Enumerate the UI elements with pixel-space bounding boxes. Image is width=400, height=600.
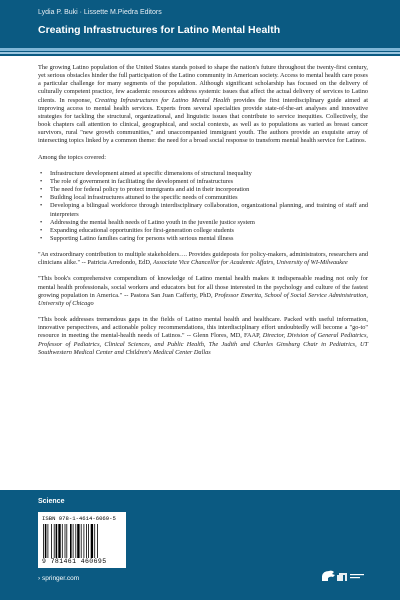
topic-item: • Infrastructure development aimed at specific dimensions of structural inequality — [50, 170, 368, 178]
springer-horse-logo-icon — [316, 568, 368, 584]
review-quote — [38, 275, 368, 308]
topic-item: • Supporting Latino families caring for persons with serious mental illness — [50, 235, 368, 243]
quote-text: "This book's comprehensive compendium of knowledge of Latino mental health makes it indispensable reading not only for mental health professionals, social workers and educators but for all those interested in the psychology and culture of the fastest growing population in America." — [38, 275, 368, 299]
description-text — [38, 64, 368, 365]
topic-item: • The role of government in facilitating the development of infrastructures — [50, 178, 368, 186]
topic-item: • The need for federal policy to protect immigrants and aid in their incorporation — [50, 186, 368, 194]
topics-list — [38, 170, 368, 243]
springer-website-link[interactable]: › springer.com — [38, 575, 80, 582]
cover-footer — [0, 490, 400, 600]
quote-affiliation: Associate Vice Chancellor for Academic Affairs, University of WI-Milwaukee — [153, 259, 348, 267]
review-quote — [38, 251, 368, 267]
category-label: Science — [38, 498, 65, 505]
quote-author: -- Glenn Flores, MD, FAAP, — [184, 332, 263, 340]
review-quote — [38, 316, 368, 357]
topics-intro: Among the topics covered: — [38, 153, 107, 161]
book-title: Creating Infrastructures for Latino Mental Health — [38, 24, 281, 36]
intro-text-end: provides the first interdisciplinary guide aimed at improving access to mental health services. Experts from several specialties provide state-of-the-art analyses and innovative strategies for tackling the structural, organizational, and linguistic issues that contribute to service inequities. Collectively, the book chapters call attention to clinical, geographical, and social contexts, as well as to populations as varied as breast cancer survivors, rural "new growth communities," and unaccompanied immigrant youth. The authors provide an exquisite array of intersecting topics linked by a common theme: the need for a broad social response to transform mental health service for Latinos. — [38, 96, 368, 145]
description-panel — [0, 56, 400, 490]
quote-author: -- Patricia Arredondo, EdD, — [80, 259, 154, 267]
editors-line: Lydia P. Buki · Lissette M.Piedra Editors — [38, 9, 162, 16]
cover-header — [0, 0, 400, 58]
quote-text: "This book addresses tremendous gaps in the fields of Latino mental health and healthcare. Packed with useful information, innovative perspectives, and actionable policy recommendations, this interdisciplinary effort undoubtedly will become a "go-to" resource in meeting the mental-health needs of Latinos." — [38, 316, 368, 340]
barcode-digits: 9 781461 460695 — [42, 558, 107, 565]
topic-item: • Addressing the mental health needs of Latino youth in the juvenile justice system — [50, 219, 368, 227]
intro-text-start: The growing Latino population of the United States stands poised to shape the nation's future throughout the twenty-first century, yet serious obstacles hinder the full participation of the Latino community in American society. Access to mental health care poses a particular challenge for many segments of the population. Although significant scholarship has focused on the delivery of culturally competent practice, few academic resources address systemic issues that affect the actual delivery of services to Latino clients. In response, — [38, 64, 368, 104]
quote-affiliation: Professor Emerita, School of Social Service Administration, University of Chicago — [38, 291, 368, 307]
barcode-icon — [42, 524, 122, 558]
topic-item: • Expanding educational opportunities for first-generation college students — [50, 227, 368, 235]
quote-text: "An extraordinary contribution to multiple stakeholders…. Provides guideposts for policy-makers, administrators, researchers and clinicians alike." — [38, 251, 368, 267]
header-stripe — [0, 48, 400, 51]
topic-item: • Developing a bilingual workforce through interdisciplinary collaboration, organizational planning, and training of staff and interpreters — [50, 202, 368, 218]
isbn-text: ISBN 978-1-4614-6069-5 — [42, 515, 116, 522]
header-stripe-thin — [0, 52, 400, 54]
quote-author: -- Pastora San Juan Cafferty, PhD, — [122, 291, 215, 299]
quote-affiliation: Director, Division of General Pediatrics, Professor of Pediatrics, Clinical Sciences, and Public Health, The Judith and Charles Ginsburg Chair in Pediatrics, UT Southwestern Medical Center and Children's Medical Center Dallas — [38, 332, 368, 356]
isbn-barcode-box — [38, 512, 126, 568]
intro-paragraph — [38, 64, 368, 146]
topic-item: • Building local infrastructures attuned to the specific needs of communities — [50, 194, 368, 202]
intro-book-title: Creating Infrastructures for Latino Mental Health — [94, 96, 230, 104]
